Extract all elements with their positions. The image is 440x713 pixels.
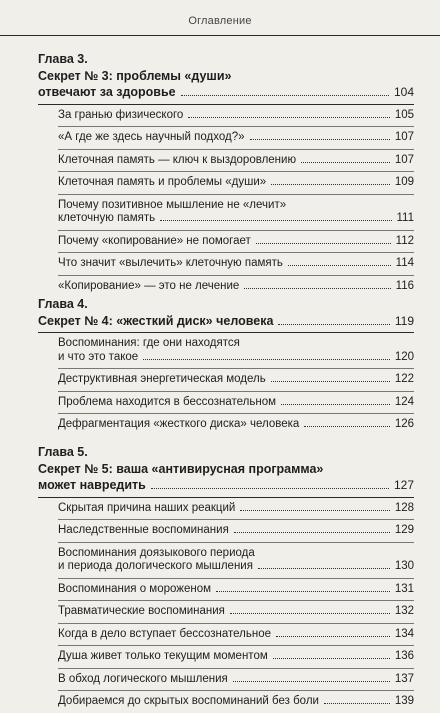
- toc-entry: [58, 333, 414, 369]
- toc-entry-text: Дефрагментация «жесткого диска» человека: [58, 418, 300, 430]
- toc-entry: [58, 276, 414, 298]
- toc-entry-page: 107: [394, 131, 414, 143]
- dot-leader: [271, 381, 390, 382]
- toc-entry-text: Когда в дело вступает бессознательное: [58, 627, 272, 640]
- dot-leader: [234, 532, 390, 533]
- toc-entry-page: 134: [394, 627, 414, 640]
- chapter-page-number: 127: [393, 478, 414, 492]
- toc-entry-page: 114: [395, 257, 414, 269]
- toc-entry-text: В обход логического мышления: [58, 672, 228, 685]
- toc-entry-page: 120: [394, 350, 414, 363]
- dot-leader: [278, 324, 389, 325]
- chapter-label: Глава 3.: [38, 52, 88, 66]
- chapter-5: [38, 444, 414, 713]
- toc-entry: [58, 231, 414, 254]
- toc-entry: [58, 579, 414, 602]
- toc-entry-text: Наследственные воспоминания: [58, 524, 229, 536]
- toc-entry-page: 109: [394, 176, 414, 188]
- dot-leader: [276, 636, 390, 637]
- toc-entry-text: Почему позитивное мышление не «лечит»: [58, 198, 287, 211]
- chapter-title-line: [38, 477, 414, 494]
- toc-entry-list: [38, 333, 414, 436]
- toc-entry: [58, 105, 414, 128]
- dot-leader: [216, 591, 390, 592]
- dot-leader: [256, 243, 391, 244]
- toc-entry-text: За гранью физического: [58, 108, 184, 121]
- toc-entry-text: клеточную память: [58, 212, 156, 224]
- chapter-page-number: 119: [394, 313, 414, 328]
- dot-leader: [233, 681, 390, 682]
- toc-entry-page: 126: [394, 418, 414, 430]
- dot-leader: [273, 658, 390, 659]
- dot-leader: [188, 117, 390, 118]
- chapter-title-text: Секрет № 3: проблемы «души»: [38, 68, 232, 83]
- toc-entry: [58, 150, 414, 173]
- toc-entry: [58, 601, 414, 624]
- dot-leader: [250, 139, 390, 140]
- dot-leader: [151, 488, 389, 489]
- dot-leader: [143, 359, 390, 360]
- toc-entry: [58, 127, 414, 150]
- toc-entry-text: Что значит «вылечить» клеточную память: [58, 257, 283, 269]
- toc-entry-text: Скрытая причина наших реакций: [58, 501, 236, 514]
- dot-leader: [258, 568, 390, 569]
- dot-leader: [271, 184, 390, 185]
- dot-leader: [301, 162, 390, 163]
- dot-leader: [288, 265, 391, 266]
- toc-entry-page: 136: [394, 650, 414, 662]
- toc-entry-page: 111: [396, 212, 414, 224]
- toc-entry-page: 130: [394, 560, 414, 572]
- header-rule: [0, 35, 440, 36]
- chapter-page-number: 104: [393, 85, 414, 99]
- toc-entry: [58, 543, 414, 579]
- toc-entry-text: Добираемся до скрытых воспоминаний без боли: [58, 695, 319, 707]
- toc-entry: [58, 624, 414, 647]
- toc-entry: [58, 520, 414, 543]
- toc-entry: [58, 498, 414, 521]
- toc-entry-page: 112: [395, 234, 414, 247]
- toc-entry-text: Воспоминания доязыкового периода: [58, 546, 255, 559]
- toc-entry: [58, 172, 414, 195]
- toc-entry: [58, 646, 414, 669]
- toc-entry-page: 139: [394, 695, 414, 707]
- toc-entry: [58, 392, 414, 415]
- chapter-title-line: [38, 68, 414, 85]
- chapter-title-line: [38, 461, 414, 478]
- dot-leader: [281, 404, 390, 405]
- chapter-title-text: Секрет № 5: ваша «антивирусная программа»: [38, 461, 324, 476]
- toc-entry-page: 129: [394, 524, 414, 536]
- toc-entry-text: Воспоминания: где они находятся: [58, 337, 240, 349]
- toc-entry: [58, 253, 414, 276]
- toc-entry-text: и что это такое: [58, 350, 139, 363]
- dot-leader: [244, 288, 390, 289]
- dot-leader: [304, 426, 390, 427]
- toc-entry: [58, 195, 414, 231]
- toc-entry-text: Клеточная память — ключ к выздоровлению: [58, 153, 297, 166]
- toc-entry-page: 122: [394, 373, 414, 385]
- chapter-3: [38, 51, 414, 297]
- toc-entry-text: Душа живет только текущим моментом: [58, 650, 268, 662]
- toc-entry: [58, 691, 414, 713]
- toc-entry-page: 131: [394, 582, 414, 595]
- toc-entry-text: Травматические воспоминания: [58, 605, 225, 617]
- dot-leader: [181, 95, 389, 96]
- toc-entry-text: «А где же здесь научный подход?»: [58, 131, 245, 143]
- chapter-label: Глава 4.: [38, 297, 88, 311]
- toc-entry-text: Проблема находится в бессознательном: [58, 395, 277, 408]
- dot-leader: [230, 613, 390, 614]
- toc-entry-text: Воспоминания о мороженом: [58, 582, 212, 595]
- toc-entry-page: 107: [394, 153, 414, 166]
- toc-entry: [58, 369, 414, 392]
- dot-leader: [160, 220, 391, 221]
- toc-entry-page: 128: [394, 501, 414, 514]
- toc-entry-list: [38, 498, 414, 713]
- toc-entry: [58, 414, 414, 436]
- toc-entry-page: 132: [394, 605, 414, 617]
- chapter-title-line: [38, 313, 414, 330]
- toc-entry-text: Почему «копирование» не помогает: [58, 234, 251, 247]
- chapter-label: Глава 5.: [38, 445, 88, 459]
- toc-entry-text: Клеточная память и проблемы «души»: [58, 176, 267, 188]
- dot-leader: [324, 703, 390, 704]
- toc-entry-text: и периода дологического мышления: [58, 560, 253, 572]
- dot-leader: [240, 510, 389, 511]
- toc-entry-text: Деструктивная энергетическая модель: [58, 373, 266, 385]
- toc-entry-page: 124: [394, 395, 414, 408]
- chapter-title-text: может навредить: [38, 478, 146, 492]
- chapter-title-line: [38, 84, 414, 101]
- toc-entry: [58, 669, 414, 692]
- toc-entry-page: 105: [394, 108, 414, 121]
- toc-entry-list: [38, 105, 414, 298]
- toc-entry-page: 116: [395, 279, 414, 292]
- chapter-title-text: Секрет № 4: «жесткий диск» человека: [38, 313, 274, 328]
- toc-entry-text: «Копирование» — это не лечение: [58, 279, 240, 292]
- chapter-4: [38, 296, 414, 436]
- toc-entry-page: 137: [394, 672, 414, 685]
- chapter-title-text: отвечают за здоровье: [38, 85, 176, 99]
- running-header-title: Оглавление: [188, 15, 252, 27]
